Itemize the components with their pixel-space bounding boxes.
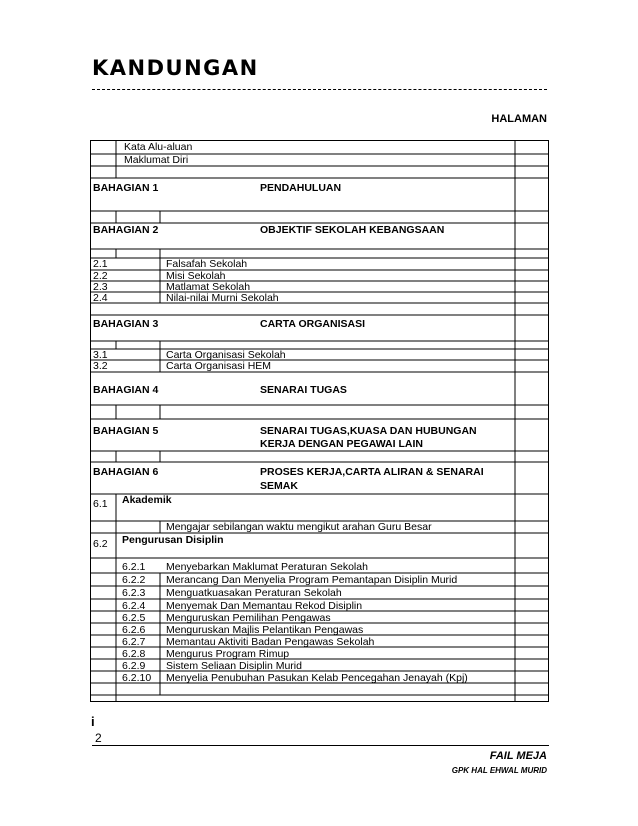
item-text: Mengajar sebilangan waktu mengikut arahan Guru Besar [166, 521, 432, 533]
roman-page-marker: i [91, 714, 95, 729]
subsection-number: 6.2 [93, 538, 108, 550]
item-text: Matlamat Sekolah [166, 281, 251, 293]
page-title: KANDUNGAN [92, 56, 259, 80]
intro-item: Kata Alu-aluan [124, 141, 193, 153]
item-number: 2.2 [93, 270, 108, 282]
item-text: Merancang Dan Menyelia Program Pemantapan Disiplin Murid [166, 574, 458, 586]
contents-table [90, 140, 549, 702]
section-title-line2: SEMAK [260, 480, 298, 492]
section-label: BAHAGIAN 2 [93, 224, 159, 236]
item-text: Menguatkuasakan Peraturan Sekolah [166, 587, 342, 599]
item-number: 6.2.6 [122, 624, 146, 636]
item-number: 2.4 [93, 292, 108, 304]
item-number: 6.2.3 [122, 587, 146, 599]
subsection-title: Akademik [122, 494, 172, 506]
item-number: 6.2.9 [122, 660, 146, 672]
item-text: Menguruskan Majlis Pelantikan Pengawas [166, 624, 364, 636]
item-text: Menguruskan Pemilihan Pengawas [166, 612, 331, 624]
footer-gpk: GPK HAL EHWAL MURID [451, 766, 547, 775]
section-title: PENDAHULUAN [260, 182, 342, 194]
section-title: OBJEKTIF SEKOLAH KEBANGSAAN [260, 224, 445, 236]
item-number: 6.2.2 [122, 574, 146, 586]
item-number: 6.2.5 [122, 612, 146, 624]
section-label: BAHAGIAN 6 [93, 466, 159, 478]
item-number: 6.2.1 [122, 561, 146, 573]
item-text: Mengurus Program Rimup [166, 648, 290, 660]
section-label: BAHAGIAN 4 [93, 384, 159, 396]
footer-fail-meja: FAIL MEJA [489, 750, 547, 762]
section-title: CARTA ORGANISASI [260, 318, 365, 330]
item-text: Sistem Seliaan Disiplin Murid [166, 660, 302, 672]
intro-item: Maklumat Diri [124, 154, 189, 166]
item-text: Memantau Aktiviti Badan Pengawas Sekolah [166, 636, 375, 648]
item-text: Menyelia Penubuhan Pasukan Kelab Pencegahan Jenayah (Kpj) [166, 672, 468, 684]
item-text: Falsafah Sekolah [166, 258, 248, 270]
item-text: Menyemak Dan Memantau Rekod Disiplin [166, 600, 363, 612]
item-text: Misi Sekolah [166, 270, 226, 282]
subsection-title: Pengurusan Disiplin [122, 534, 224, 546]
item-number: 3.1 [93, 349, 108, 361]
section-label: BAHAGIAN 5 [93, 425, 159, 437]
section-label: BAHAGIAN 3 [93, 318, 159, 330]
section-title-line2: KERJA DENGAN PEGAWAI LAIN [260, 438, 423, 450]
item-number: 6.2.7 [122, 636, 146, 648]
halaman-label: HALAMAN [491, 113, 547, 125]
section-title: SENARAI TUGAS [260, 384, 347, 396]
section-label: BAHAGIAN 1 [93, 182, 159, 194]
item-number: 2.1 [93, 258, 108, 270]
item-number: 3.2 [93, 360, 108, 372]
item-text: Nilai-nilai Murni Sekolah [166, 292, 279, 304]
section-title-line1: SENARAI TUGAS,KUASA DAN HUBUNGAN [260, 425, 477, 437]
item-number: 2.3 [93, 281, 108, 293]
subsection-number: 6.1 [93, 498, 108, 510]
item-number: 6.2.8 [122, 648, 146, 660]
title-divider [92, 89, 547, 90]
item-number: 6.2.10 [122, 672, 152, 684]
section-title-line1: PROSES KERJA,CARTA ALIRAN & SENARAI [260, 466, 484, 478]
item-text: Menyebarkan Maklumat Peraturan Sekolah [166, 561, 368, 573]
footer-divider [92, 745, 549, 746]
item-number: 6.2.4 [122, 600, 146, 612]
item-text: Carta Organisasi Sekolah [166, 349, 286, 361]
page-number: 2 [95, 731, 102, 745]
item-text: Carta Organisasi HEM [166, 360, 272, 372]
